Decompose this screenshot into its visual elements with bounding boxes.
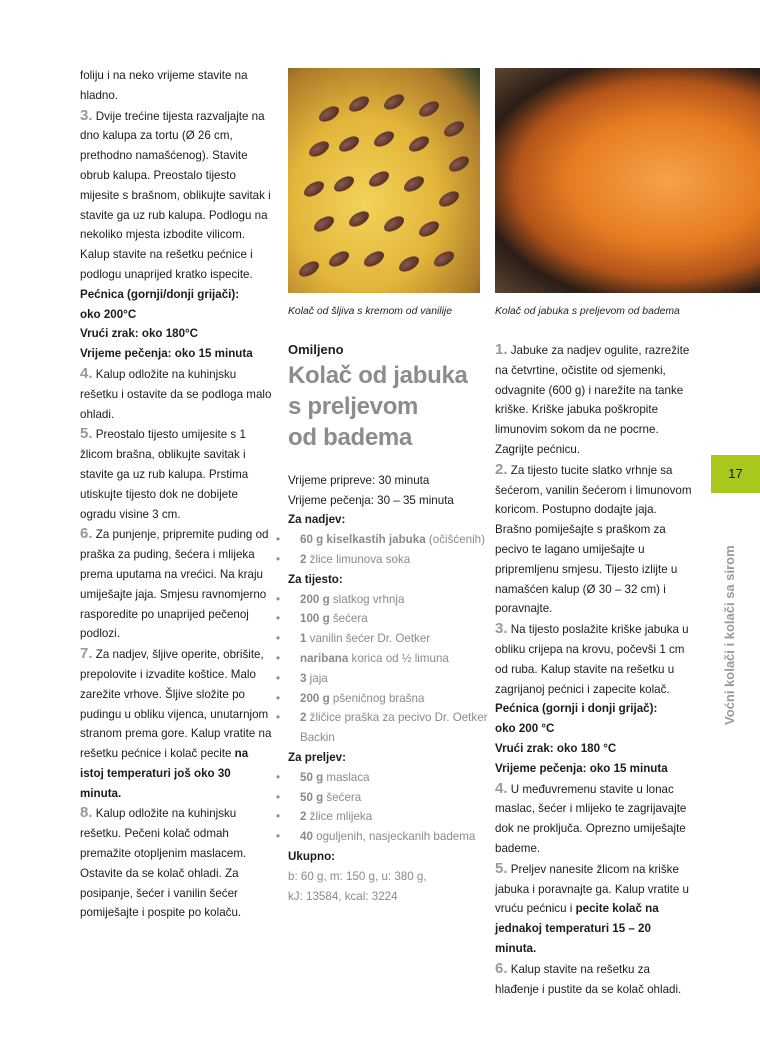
step-3: 3. Na tijesto poslažite kriške jabuka u obliku crijepa na krovu, počevši 1 cm od ruba. Kalup stavite na rešetku u zagrijanoj pećnici i zapecite kolač. xyxy=(495,620,689,696)
ingredient-item: • 50 g šećera xyxy=(276,790,362,804)
plum-cake-photo xyxy=(288,68,480,293)
section-title-vertical: Voćni kolači i kolači sa sirom xyxy=(722,545,737,725)
apple-cake-photo xyxy=(495,68,760,293)
ingredient-item: • 2 žlice mlijeka xyxy=(276,810,373,824)
ingredient-item: • 2 žličice praška za pecivo Dr. Oetker Backin xyxy=(276,711,488,745)
step-1: 1. Jabuke za nadjev ogulite, razrežite na četvrtine, očistite od sjemenki, odvagnite (600 g) i narežite na tanke kriške. Kriške jabuka poškropite limunovim sokom da ne pocrne. Zagrijte pećnicu. xyxy=(495,341,690,456)
ingredient-item: • 200 g slatkog vrhnja xyxy=(276,592,405,606)
nutrition-line-2: kJ: 13584, kcal: 3224 xyxy=(288,889,398,903)
dough-list xyxy=(276,590,488,748)
oven-line-1: Pećnica (gornji/donji grijači): xyxy=(80,287,240,301)
oven-line-4: Vrijeme pečenja: oko 15 minuta xyxy=(80,347,253,361)
oven-line-3: Vrući zrak: oko 180°C xyxy=(80,327,199,341)
ingredient-item: • 2 žlice limunova soka xyxy=(276,552,411,566)
oven-line-1: Pećnica (gornji i donji grijač): xyxy=(495,702,658,716)
oven-line-3: Vrući zrak: oko 180 °C xyxy=(495,741,617,755)
ingredient-item: • 40 oguljenih, nasjeckanih badema xyxy=(276,830,476,844)
topping-heading: Za preljev: xyxy=(288,750,346,764)
bake-time: Vrijeme pečenja: 30 – 35 minuta xyxy=(288,493,454,507)
ingredient-item: • 50 g maslaca xyxy=(276,770,370,784)
ingredient-item: • 3 jaja xyxy=(276,671,328,685)
recipe-kicker: Omiljeno xyxy=(288,342,344,357)
step-4: 4. U međuvremenu stavite u lonac maslac, šećer i mlijeko te zagrijavajte dok ne proključa. Oprezno umiješajte bademe. xyxy=(495,779,687,855)
step-6: 6. Kalup stavite na rešetku za hlađenje i pustite da se kolač ohladi. xyxy=(495,959,682,996)
recipe-title: Kolač od jabuka s preljevom od badema xyxy=(288,361,468,451)
step-3: 3. Dvije trećine tijesta razvaljajte na dno kalupa za tortu (Ø 26 cm, prethodno namašćenog). Stavite obrub kalupa. Preostalo tijesto mijesite s brašnom, oblikujte savitak i stavite ga uz rub kalupa. Podlogu na nekoliko mjesta izbodite vilicom. Kalup stavite na rešetku pećnice i podlogu unaprijed kratko ispecite. xyxy=(80,106,271,281)
prep-time: Vrijeme pripreve: 30 minuta xyxy=(288,473,430,487)
ingredient-item: • 1 vanilin šećer Dr. Oetker xyxy=(276,632,431,646)
filling-heading: Za nadjev: xyxy=(288,513,346,527)
recipe-column xyxy=(276,340,488,906)
dough-heading: Za tijesto: xyxy=(288,572,343,586)
ingredient-item: • naribana korica od ½ limuna xyxy=(276,651,449,665)
page-number-tab: 17 xyxy=(711,455,760,493)
intro-text: foliju i na neko vrijeme stavite na hladno. xyxy=(80,69,248,102)
oven-line-2: oko 200°C xyxy=(80,307,137,321)
step-8: 8. Kalup odložite na kuhinjsku rešetku. Pečeni kolač odmah premažite otopljenim maslacem. Ostavite da se kolač ohladi. Za posipanje, šećer i vanilin šećer pomiješajte i pospite po kolaču. xyxy=(80,804,247,920)
ingredient-item: • 200 g pšeničnog brašna xyxy=(276,691,425,705)
step-5: 5. Preostalo tijesto umijesite s 1 žlicom brašna, oblikujte savitak i stavite ga uz rub kalupa. Prstima utiskujte tijesto dok ne dobijete ogradu visine 3 cm. xyxy=(80,425,249,521)
step-4: 4. Kalup odložite na kuhinjsku rešetku i ostavite da se podloga malo ohladi. xyxy=(80,364,272,421)
step-5: 5. Preljev nanesite žlicom na kriške jabuka i poravnajte ga. Kalup vratite u vruću pećnicu i pecite kolač na jednakoj temperaturi 15 – 20 minuta. xyxy=(495,859,689,955)
instructions-column xyxy=(495,340,695,999)
caption-plum-cake: Kolač od šljiva s kremom od vanilije xyxy=(288,306,453,317)
total-heading: Ukupno: xyxy=(288,849,336,863)
oven-line-2: oko 200 °C xyxy=(495,722,555,736)
ingredient-item: • 60 g kiselkastih jabuka (očišćenih) xyxy=(276,533,485,547)
step-6: 6. Za punjenje, pripremite puding od praška za puding, šećera i mlijeka prema uputama na vrećici. Na kraju umiješajte jaja. Smjesu ravnomjerno rasporedite po unaprijed pečenoj podlozi. xyxy=(80,525,269,641)
step-7: 7. Za nadjev, šljive operite, obrišite, prepolovite i izvadite koštice. Malo zarežite vrhove. Šljive složite po pudingu u obliku vijenca, unutarnjom stranom prema gore. Kalup vratite na rešetku pećnice i kolač pecite na istoj temperaturi još oko 30 minuta. xyxy=(80,645,272,800)
step-2: 2. Za tijesto tucite slatko vrhnje sa šećerom, vanilin šećerom i limunovom koricom. Postupno dodajte jaja. Brašno pomiješajte s praškom za pecivo te lagano umiješajte u pripremljenu smjesu. Tijesto izlijte u namašćen kalup (Ø 30 – 32 cm) i poravnajte. xyxy=(495,460,692,616)
caption-apple-cake: Kolač od jabuka s preljevom od badema xyxy=(495,306,680,317)
nutrition-line-1: b: 60 g, m: 150 g, u: 380 g, xyxy=(288,869,427,883)
left-column xyxy=(80,66,272,923)
ingredient-item: • 100 g šećera xyxy=(276,612,368,626)
oven-line-4: Vrijeme pečenja: oko 15 minuta xyxy=(495,761,668,775)
filling-list xyxy=(276,530,488,570)
topping-list xyxy=(276,768,488,847)
